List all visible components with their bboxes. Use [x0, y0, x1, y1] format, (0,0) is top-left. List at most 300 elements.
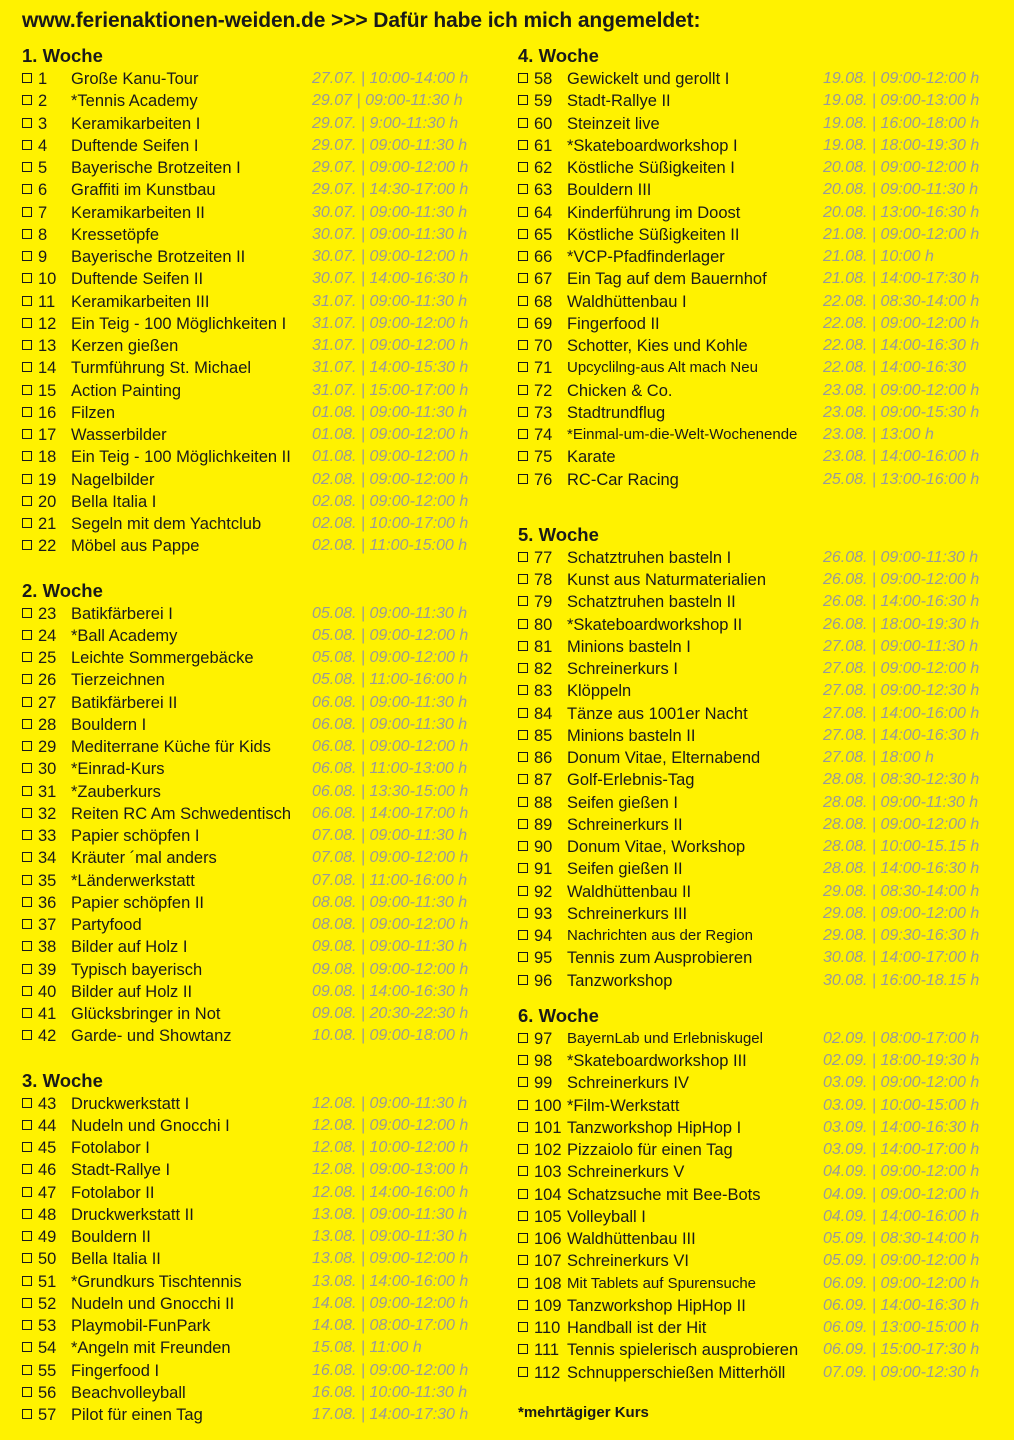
checkbox[interactable] [518, 952, 528, 962]
checkbox[interactable] [518, 1055, 528, 1065]
course-number: 51 [38, 1272, 57, 1291]
course-date: 02.08. [312, 492, 357, 510]
checkbox[interactable] [518, 340, 528, 350]
checkbox[interactable] [22, 407, 32, 417]
course-time: 09:00-12:00 h [880, 904, 980, 922]
checkbox[interactable] [518, 1233, 528, 1243]
separator: | [867, 114, 881, 132]
course-number: 9 [38, 248, 48, 266]
checkbox[interactable] [518, 95, 528, 105]
separator: | [867, 403, 881, 421]
checkbox[interactable] [22, 1342, 32, 1352]
course-title: Keramikarbeiten II [71, 203, 205, 222]
course-entry [22, 870, 492, 892]
course-entry [22, 692, 492, 714]
course-time: 14:00-16:00 h [880, 1207, 980, 1225]
course-entry [518, 680, 998, 702]
separator: | [356, 537, 370, 555]
course-time: 10:00-14:00 h [369, 70, 469, 87]
checkbox[interactable] [518, 663, 528, 673]
separator: | [356, 738, 370, 755]
course-title: Bella Italia I [71, 492, 157, 511]
checkbox[interactable] [22, 140, 32, 150]
course-date: 09.08. [312, 1005, 357, 1022]
course-title: Bouldern I [71, 715, 147, 734]
checkbox[interactable] [518, 1100, 528, 1110]
course-title: Tanzworkshop HipHop I [567, 1118, 742, 1137]
separator: | [356, 649, 370, 666]
course-time: 16:00-18:00 h [880, 114, 980, 132]
checkbox[interactable] [22, 608, 32, 618]
course-number: 82 [534, 660, 553, 678]
course-number: 105 [534, 1207, 562, 1226]
checkbox[interactable] [22, 385, 32, 395]
checkbox[interactable] [22, 162, 32, 172]
course-title: Bouldern III [567, 181, 652, 200]
course-date: 30.07. [312, 203, 357, 221]
course-time: 09:00-11:30 h [880, 637, 979, 655]
course-number: 106 [534, 1230, 562, 1248]
checkbox[interactable] [22, 1276, 32, 1286]
checkbox[interactable] [22, 340, 32, 350]
checkbox[interactable] [518, 407, 528, 417]
checkbox[interactable] [518, 574, 528, 584]
checkbox[interactable] [518, 318, 528, 328]
course-title: Papier schöpfen II [71, 893, 204, 912]
checkbox[interactable] [22, 296, 32, 306]
course-title: Seifen gießen I [567, 793, 678, 812]
course-time: 18:00-19:30 h [880, 1052, 980, 1069]
course-date: 22.08. [823, 292, 868, 310]
course-number: 20 [38, 492, 57, 511]
checkbox[interactable] [22, 630, 32, 640]
course-entry [22, 914, 492, 936]
course-datetime [312, 90, 463, 112]
checkbox[interactable] [22, 429, 32, 439]
checkbox[interactable] [518, 552, 528, 562]
checkbox[interactable] [518, 1367, 528, 1377]
course-number: 91 [534, 860, 553, 879]
checkbox[interactable] [518, 140, 528, 150]
checkbox[interactable] [22, 897, 32, 907]
separator: | [356, 1272, 370, 1290]
checkbox[interactable] [518, 1278, 528, 1288]
course-number: 36 [38, 893, 57, 912]
course-number: 14 [38, 359, 57, 378]
course-entry [518, 1250, 998, 1272]
course-entry [518, 1339, 998, 1361]
course-datetime [312, 157, 468, 179]
checkbox[interactable] [518, 1077, 528, 1087]
course-datetime [312, 469, 468, 491]
separator: | [867, 1207, 881, 1225]
course-date: 23.08. [823, 403, 868, 421]
course-entry [22, 1226, 492, 1248]
separator: | [867, 1052, 881, 1069]
course-date: 06.09. [823, 1274, 868, 1292]
separator: | [867, 225, 881, 243]
course-datetime [312, 847, 468, 869]
course-time: 09:00-12:00 h [369, 492, 469, 510]
course-entry [518, 636, 998, 658]
separator: | [867, 1274, 881, 1292]
separator: | [867, 637, 881, 655]
separator: | [867, 771, 881, 789]
checkbox[interactable] [22, 318, 32, 328]
course-date: 26.08. [823, 571, 868, 588]
course-number: 112 [534, 1363, 561, 1382]
course-number: 29 [38, 738, 57, 756]
checkbox[interactable] [22, 73, 32, 83]
course-time: 09:00-12:00 h [369, 916, 469, 933]
separator: | [867, 1029, 881, 1047]
separator: | [867, 337, 881, 354]
course-time: 13:00-15:00 h [880, 1319, 980, 1336]
checkbox[interactable] [518, 841, 528, 851]
checkbox[interactable] [518, 1211, 528, 1221]
course-entry [22, 135, 492, 157]
course-date: 06.08. [312, 715, 357, 733]
checkbox[interactable] [22, 1365, 32, 1375]
checkbox[interactable] [22, 362, 32, 372]
course-datetime [823, 1250, 979, 1272]
course-date: 27.08. [823, 660, 868, 677]
course-number: 10 [38, 270, 57, 289]
checkbox[interactable] [22, 830, 32, 840]
course-title: Tanzworkshop [567, 971, 673, 990]
course-datetime [823, 725, 979, 747]
course-number: 108 [534, 1274, 562, 1293]
checkbox[interactable] [22, 518, 32, 528]
course-date: 29.08. [823, 904, 868, 922]
course-datetime [823, 202, 979, 224]
course-date: 12.08. [312, 1094, 357, 1112]
course-number: 43 [38, 1094, 57, 1113]
course-time: 14:00-16:30 h [880, 337, 980, 354]
checkbox[interactable] [22, 719, 32, 729]
course-number: 31 [38, 782, 57, 801]
course-title: Turmführung St. Michael [71, 359, 252, 378]
checkbox[interactable] [22, 1231, 32, 1241]
course-title: Tennis zum Ausprobieren [567, 949, 753, 968]
course-number: 40 [38, 982, 57, 1001]
course-title: Typisch bayerisch [71, 960, 203, 979]
checkbox[interactable] [518, 1033, 528, 1043]
course-number: 99 [534, 1074, 553, 1093]
course-title: Seifen gießen II [567, 860, 683, 879]
course-time: 14:00-16:00 h [880, 448, 980, 466]
checkbox[interactable] [518, 730, 528, 740]
course-date: 29.07. [312, 136, 357, 154]
course-number: 55 [38, 1361, 57, 1380]
separator: | [356, 893, 370, 911]
checkbox[interactable] [518, 385, 528, 395]
course-title: Klöppeln [567, 682, 632, 701]
checkbox[interactable] [22, 451, 32, 461]
checkbox[interactable] [22, 1298, 32, 1308]
checkbox[interactable] [22, 496, 32, 506]
checkbox[interactable] [22, 273, 32, 283]
course-time: 14:00-16:30 h [369, 982, 469, 1000]
course-entry [22, 1360, 492, 1382]
checkbox[interactable] [518, 429, 528, 439]
course-number: 67 [534, 270, 553, 289]
course-datetime [823, 335, 979, 357]
course-number: 24 [38, 626, 57, 645]
course-datetime [312, 603, 467, 625]
checkbox[interactable] [22, 808, 32, 818]
separator: | [356, 782, 370, 800]
checkbox[interactable] [518, 930, 528, 940]
checkbox[interactable] [518, 251, 528, 261]
course-title: *Skateboardworkshop I [567, 136, 738, 155]
course-datetime [312, 892, 467, 914]
checkbox[interactable] [518, 908, 528, 918]
checkbox[interactable] [518, 1189, 528, 1199]
course-date: 07.08. [312, 871, 357, 889]
course-number: 76 [534, 470, 553, 489]
week-section [518, 523, 998, 992]
checkbox[interactable] [518, 685, 528, 695]
separator: | [356, 871, 370, 889]
course-date: 12.08. [312, 1139, 357, 1156]
checkbox[interactable] [22, 875, 32, 885]
course-entry [22, 179, 492, 201]
checkbox[interactable] [518, 797, 528, 807]
course-entry [518, 1117, 998, 1139]
separator: | [356, 1317, 370, 1334]
separator: | [867, 971, 881, 989]
course-date: 02.08. [312, 470, 357, 488]
checkbox[interactable] [22, 1030, 32, 1040]
course-time: 09:00-12:00 h [369, 470, 469, 488]
course-title: Volleyball I [567, 1207, 646, 1226]
course-number: 62 [534, 159, 553, 177]
course-title: Schreinerkurs I [567, 660, 678, 678]
week-section [518, 1004, 998, 1384]
checkbox[interactable] [22, 1409, 32, 1419]
course-time: 9:00-11:30 h [369, 114, 459, 132]
checkbox[interactable] [22, 852, 32, 862]
checkbox[interactable] [22, 941, 32, 951]
checkbox[interactable] [22, 1253, 32, 1263]
course-time: 09:00-12:00 h [880, 70, 980, 87]
separator: | [356, 248, 370, 265]
checkbox[interactable] [518, 641, 528, 651]
course-entry [518, 402, 998, 424]
checkbox[interactable] [518, 863, 528, 873]
course-datetime [823, 658, 979, 680]
course-datetime [312, 224, 467, 246]
checkbox[interactable] [518, 1255, 528, 1265]
checkbox[interactable] [518, 752, 528, 762]
checkbox[interactable] [518, 118, 528, 128]
checkbox[interactable] [518, 1166, 528, 1176]
course-entry [22, 335, 492, 357]
checkbox[interactable] [518, 886, 528, 896]
course-entry [22, 157, 492, 179]
course-date: 30.08. [823, 949, 868, 967]
checkbox[interactable] [22, 184, 32, 194]
course-datetime [823, 1228, 979, 1250]
course-number: 61 [534, 136, 553, 155]
course-datetime [312, 113, 458, 135]
separator: | [356, 715, 370, 733]
course-number: 19 [38, 470, 57, 489]
course-time: 18:00-19:30 h [880, 615, 980, 633]
checkbox[interactable] [22, 964, 32, 974]
checkbox[interactable] [518, 1144, 528, 1154]
checkbox[interactable] [22, 986, 32, 996]
course-number: 98 [534, 1052, 553, 1070]
checkbox[interactable] [22, 95, 32, 105]
course-datetime [823, 925, 979, 947]
course-number: 44 [38, 1116, 57, 1135]
separator: | [356, 114, 370, 132]
course-datetime [823, 135, 979, 157]
checkbox[interactable] [22, 697, 32, 707]
checkbox[interactable] [22, 118, 32, 128]
checkbox[interactable] [22, 229, 32, 239]
checkbox[interactable] [518, 619, 528, 629]
course-title: Action Painting [71, 381, 182, 400]
checkbox[interactable] [518, 596, 528, 606]
course-title: Schreinerkurs V [567, 1163, 685, 1182]
course-date: 10.08. [312, 1027, 357, 1045]
course-number: 79 [534, 593, 553, 612]
course-title: *Skateboardworkshop II [567, 615, 743, 634]
checkbox[interactable] [518, 296, 528, 306]
checkbox[interactable] [22, 763, 32, 773]
course-title: Beachvolleyball [71, 1383, 186, 1402]
course-number: 25 [38, 649, 57, 667]
course-entry [22, 1093, 492, 1115]
checkbox[interactable] [518, 229, 528, 239]
course-date: 03.09. [823, 1141, 868, 1158]
separator: | [356, 626, 370, 644]
checkbox[interactable] [22, 207, 32, 217]
course-title: Duftende Seifen I [71, 136, 199, 155]
course-datetime [823, 614, 979, 636]
checkbox[interactable] [518, 273, 528, 283]
course-time: 10:00-17:00 h [369, 515, 469, 532]
checkbox[interactable] [22, 540, 32, 550]
course-number: 52 [38, 1294, 57, 1313]
course-title: Druckwerkstatt II [71, 1205, 194, 1224]
checkbox[interactable] [22, 1120, 32, 1130]
course-number: 7 [38, 203, 48, 222]
checkbox[interactable] [22, 1164, 32, 1174]
course-datetime [823, 1295, 979, 1317]
checkbox[interactable] [518, 73, 528, 83]
course-entry [22, 1115, 492, 1137]
checkbox[interactable] [22, 474, 32, 484]
course-time: 14:00-17:30 h [880, 270, 980, 288]
separator: | [867, 1341, 881, 1359]
course-time: 14:00-15:30 h [369, 359, 469, 377]
checkbox[interactable] [518, 975, 528, 985]
separator: | [356, 1339, 370, 1357]
course-date: 09.08. [312, 960, 357, 978]
checkbox[interactable] [518, 451, 528, 461]
course-entry [22, 603, 492, 625]
checkbox[interactable] [22, 1187, 32, 1197]
checkbox[interactable] [22, 674, 32, 684]
checkbox[interactable] [518, 1322, 528, 1332]
course-title: Graffiti im Kunstbau [71, 181, 216, 200]
checkbox[interactable] [518, 474, 528, 484]
checkbox[interactable] [22, 1098, 32, 1108]
separator: | [867, 593, 881, 611]
course-entry [518, 792, 998, 814]
checkbox[interactable] [518, 162, 528, 172]
course-title: Nudeln und Gnocchi I [71, 1116, 230, 1135]
course-entry [518, 469, 998, 491]
course-time: 09:00-18:00 h [369, 1027, 469, 1045]
checkbox[interactable] [22, 1209, 32, 1219]
course-entry [22, 1404, 492, 1426]
course-datetime [312, 1025, 468, 1047]
checkbox[interactable] [22, 1142, 32, 1152]
course-date: 28.08. [823, 815, 868, 833]
separator: | [867, 136, 881, 154]
separator: | [867, 682, 881, 700]
course-datetime [312, 202, 467, 224]
course-datetime [823, 792, 978, 814]
checkbox[interactable] [22, 1387, 32, 1397]
checkbox[interactable] [518, 207, 528, 217]
checkbox[interactable] [518, 184, 528, 194]
checkbox[interactable] [518, 708, 528, 718]
course-datetime [823, 357, 966, 379]
checkbox[interactable] [22, 251, 32, 261]
course-entry [22, 202, 492, 224]
course-entry [518, 769, 998, 791]
checkbox[interactable] [22, 1320, 32, 1330]
checkbox[interactable] [22, 652, 32, 662]
course-entry [518, 268, 998, 290]
checkbox[interactable] [518, 1122, 528, 1132]
week-heading: 2. Woche [22, 579, 103, 601]
week-heading: 5. Woche [518, 523, 599, 545]
course-datetime [823, 68, 979, 90]
course-date: 06.09. [823, 1341, 868, 1359]
checkbox[interactable] [518, 819, 528, 829]
course-entry [22, 446, 492, 468]
course-title: Kunst aus Naturmaterialien [567, 571, 767, 589]
course-number: 8 [38, 225, 48, 244]
course-entry [22, 959, 492, 981]
checkbox[interactable] [518, 1300, 528, 1310]
checkbox[interactable] [518, 362, 528, 372]
course-time: 08:30-14:00 h [880, 882, 980, 900]
checkbox[interactable] [22, 786, 32, 796]
course-number: 42 [38, 1027, 57, 1046]
course-title: Schreinerkurs III [567, 904, 688, 923]
course-date: 27.08. [823, 749, 868, 766]
checkbox[interactable] [22, 741, 32, 751]
course-entry [22, 1315, 492, 1337]
checkbox[interactable] [22, 919, 32, 929]
checkbox[interactable] [518, 1344, 528, 1354]
course-datetime [312, 1382, 467, 1404]
separator: | [867, 838, 881, 855]
course-date: 26.08. [823, 593, 868, 611]
checkbox[interactable] [22, 1008, 32, 1018]
course-number: 80 [534, 615, 553, 634]
course-entry [518, 1362, 998, 1384]
checkbox[interactable] [518, 774, 528, 784]
